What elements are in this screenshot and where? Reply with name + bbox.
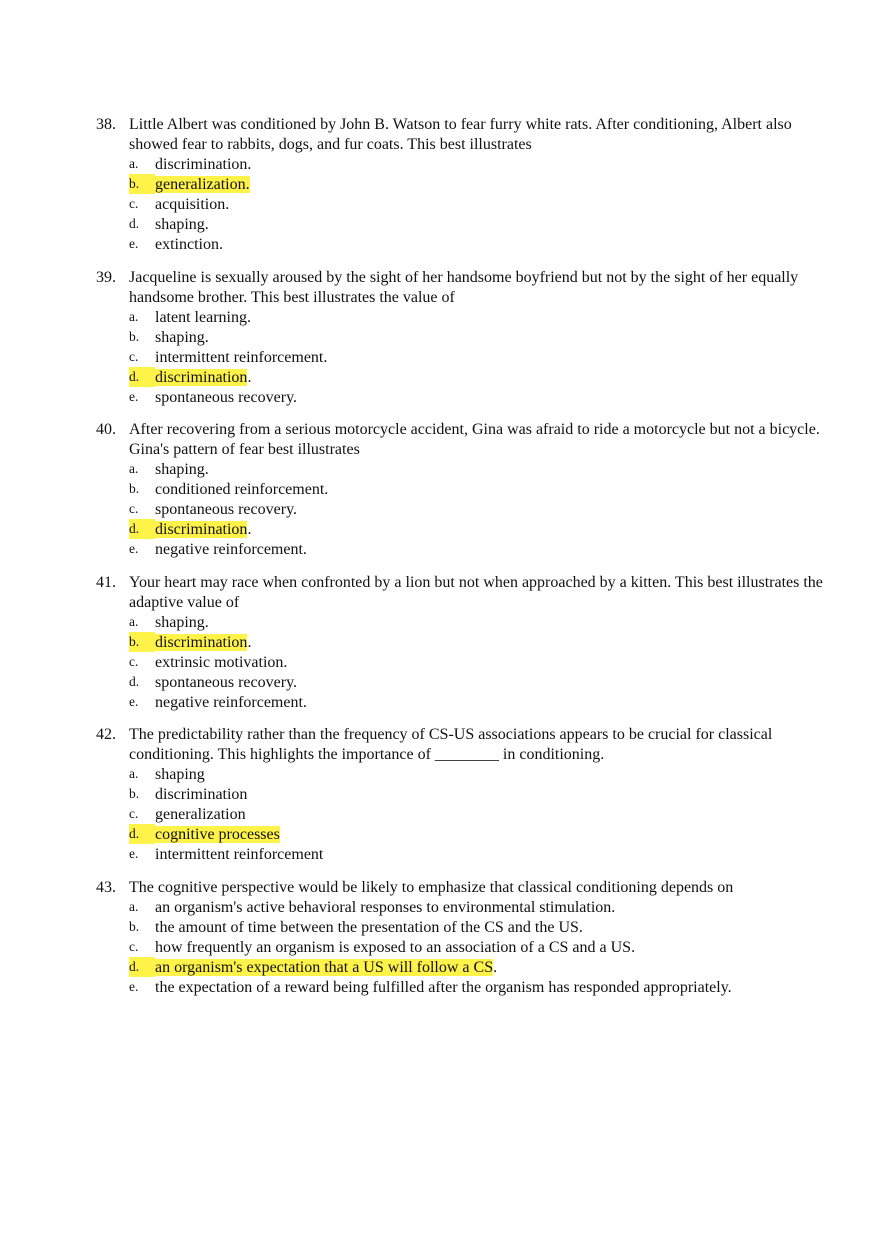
answer-option — [129, 958, 836, 978]
option-suffix: . — [247, 633, 252, 651]
option-text-content: an organism's active behavioral responses to environmental stimulation. — [155, 898, 616, 916]
option-text-content: discrimination — [155, 786, 248, 803]
question-stem — [96, 878, 836, 898]
answer-option — [129, 480, 836, 500]
option-text — [155, 368, 836, 388]
option-text — [155, 633, 836, 653]
option-letter-text: e. — [129, 978, 139, 994]
question-stem — [96, 115, 836, 155]
question-text: Jacqueline is sexually aroused by the sight of her handsome boyfriend but not by the sight of her equally handsome brother. This best illustrates the value of — [129, 268, 799, 306]
option-letter — [129, 632, 155, 652]
option-letter-text: a. — [129, 766, 139, 781]
option-letter — [129, 764, 155, 784]
option-text — [155, 460, 836, 480]
question-text: Your heart may race when confronted by a lion but not when approached by a kitten. This best illustrates the adaptive value of — [129, 573, 823, 611]
option-letter-text: e. — [129, 693, 139, 709]
question-43 — [96, 878, 836, 998]
option-text — [155, 155, 836, 175]
question-number: 39. — [96, 268, 116, 286]
option-text-content: latent learning. — [155, 308, 251, 326]
option-letter-text: c. — [129, 348, 139, 364]
option-letter — [129, 194, 155, 214]
option-letter-text: c. — [129, 196, 139, 211]
option-text — [155, 540, 836, 560]
option-text-content: the expectation of a reward being fulfilled after the organism has responded appropriately. — [155, 978, 732, 996]
option-letter — [129, 539, 155, 559]
option-letter — [129, 307, 155, 327]
option-letter — [129, 652, 155, 672]
question-number: 41. — [96, 573, 116, 591]
option-text-content: discrimination. — [155, 156, 252, 173]
question-stem — [96, 573, 836, 613]
option-letter — [129, 612, 155, 632]
question-41 — [96, 573, 836, 713]
option-text — [155, 388, 836, 408]
option-text — [155, 175, 836, 195]
option-letter-text: d. — [129, 521, 140, 536]
answer-option — [129, 673, 836, 693]
option-letter-text: e. — [129, 388, 139, 404]
answer-option — [129, 388, 836, 408]
option-letter — [129, 957, 155, 977]
question-number: 40. — [96, 421, 116, 438]
option-letter — [129, 844, 155, 864]
option-text-content: negative reinforcement. — [155, 541, 307, 558]
question-text: The predictability rather than the frequency of CS-US associations appears to be crucial for classical conditioning. This highlights the importance of ________ in conditioning. — [129, 726, 773, 763]
answer-option — [129, 540, 836, 560]
option-letter-text: b. — [129, 328, 140, 344]
question-number: 38. — [96, 116, 116, 133]
option-letter-text: a. — [129, 898, 139, 914]
question-stem — [96, 725, 836, 765]
option-letter — [129, 897, 155, 917]
option-suffix: . — [247, 368, 252, 386]
question-number: 42. — [96, 726, 116, 743]
answer-option — [129, 348, 836, 368]
answer-options — [129, 898, 836, 998]
option-text — [155, 215, 836, 235]
answer-option — [129, 845, 836, 865]
answer-option — [129, 938, 836, 958]
option-letter-text: d. — [129, 368, 140, 384]
option-letter-text: d. — [129, 216, 140, 231]
option-letter — [129, 214, 155, 234]
option-suffix: . — [247, 521, 252, 538]
highlighted-answer: discrimination — [155, 633, 248, 651]
option-text — [155, 480, 836, 500]
option-letter-text: a. — [129, 613, 139, 629]
option-letter-text: b. — [129, 481, 140, 496]
option-letter-text: e. — [129, 846, 139, 861]
option-text — [155, 785, 836, 805]
option-text-content: shaping. — [155, 613, 209, 631]
option-text-content: conditioned reinforcement. — [155, 481, 329, 498]
option-letter — [129, 519, 155, 539]
answer-option — [129, 520, 836, 540]
option-letter — [129, 692, 155, 712]
option-letter-text: a. — [129, 308, 139, 324]
option-text-content: intermittent reinforcement. — [155, 348, 328, 366]
answer-option — [129, 898, 836, 918]
option-letter — [129, 459, 155, 479]
option-text-content: extrinsic motivation. — [155, 653, 288, 671]
option-letter-text: d. — [129, 826, 140, 841]
option-text — [155, 845, 836, 865]
answer-options — [129, 155, 836, 255]
option-text-content: spontaneous recovery. — [155, 501, 298, 518]
option-letter-text: d. — [129, 958, 140, 974]
option-letter — [129, 154, 155, 174]
answer-option — [129, 613, 836, 633]
answer-option — [129, 328, 836, 348]
option-text — [155, 805, 836, 825]
option-letter — [129, 367, 155, 387]
option-text-content: spontaneous recovery. — [155, 388, 298, 406]
option-text — [155, 195, 836, 215]
answer-option — [129, 785, 836, 805]
option-letter-text: a. — [129, 461, 139, 476]
option-text-content: extinction. — [155, 236, 223, 253]
answer-option — [129, 215, 836, 235]
option-text — [155, 825, 836, 845]
answer-options — [129, 613, 836, 713]
answer-option — [129, 368, 836, 388]
answer-option — [129, 653, 836, 673]
option-letter — [129, 479, 155, 499]
question-list — [96, 115, 836, 1010]
question-40 — [96, 420, 836, 560]
answer-option — [129, 978, 836, 998]
option-text — [155, 348, 836, 368]
highlighted-answer: an organism's expectation that a US will follow a CS — [155, 958, 494, 976]
option-text — [155, 978, 836, 998]
answer-option — [129, 460, 836, 480]
answer-option — [129, 805, 836, 825]
highlighted-answer: discrimination — [155, 521, 248, 538]
question-39 — [96, 268, 836, 408]
option-letter — [129, 977, 155, 997]
question-42 — [96, 725, 836, 865]
answer-option — [129, 918, 836, 938]
option-text-content: shaping. — [155, 328, 209, 346]
option-letter — [129, 327, 155, 347]
option-text-content: shaping. — [155, 461, 209, 478]
answer-option — [129, 765, 836, 785]
question-stem — [96, 268, 836, 308]
option-text-content: negative reinforcement. — [155, 693, 307, 711]
answer-option — [129, 825, 836, 845]
option-letter-text: d. — [129, 673, 140, 689]
option-text — [155, 520, 836, 540]
option-suffix: . — [493, 958, 498, 976]
option-letter — [129, 804, 155, 824]
question-text: The cognitive perspective would be likely to emphasize that classical conditioning depends on — [129, 878, 734, 896]
option-letter-text: c. — [129, 653, 139, 669]
question-text: After recovering from a serious motorcycle accident, Gina was afraid to ride a motorcycle but not a bicycle. Gina's pattern of fear best illustrates — [129, 421, 820, 458]
option-letter-text: b. — [129, 633, 140, 649]
answer-option — [129, 308, 836, 328]
option-text-content: shaping. — [155, 216, 209, 233]
option-text-content: acquisition. — [155, 196, 230, 213]
option-text — [155, 693, 836, 713]
answer-option — [129, 633, 836, 653]
option-text — [155, 673, 836, 693]
question-stem — [96, 420, 836, 460]
option-text — [155, 653, 836, 673]
option-letter-text: a. — [129, 156, 139, 171]
answer-option — [129, 235, 836, 255]
option-letter — [129, 347, 155, 367]
answer-options — [129, 308, 836, 408]
highlighted-answer: discrimination — [155, 368, 248, 386]
answer-option — [129, 195, 836, 215]
option-letter — [129, 824, 155, 844]
question-38 — [96, 115, 836, 255]
answer-option — [129, 175, 836, 195]
option-text — [155, 328, 836, 348]
option-text — [155, 613, 836, 633]
option-text-content: spontaneous recovery. — [155, 673, 298, 691]
option-letter-text: e. — [129, 541, 139, 556]
option-letter-text: e. — [129, 236, 139, 251]
option-letter — [129, 387, 155, 407]
option-text-content: intermittent reinforcement — [155, 846, 324, 863]
question-number: 43. — [96, 878, 116, 896]
option-letter — [129, 499, 155, 519]
option-letter-text: c. — [129, 806, 139, 821]
option-text — [155, 938, 836, 958]
option-letter-text: c. — [129, 938, 139, 954]
option-text — [155, 500, 836, 520]
option-letter-text: c. — [129, 501, 139, 516]
option-letter — [129, 784, 155, 804]
highlighted-answer: cognitive processes — [155, 826, 280, 843]
option-text — [155, 308, 836, 328]
answer-option — [129, 155, 836, 175]
option-letter — [129, 937, 155, 957]
option-text — [155, 898, 836, 918]
answer-option — [129, 693, 836, 713]
option-letter — [129, 174, 155, 194]
option-text — [155, 765, 836, 785]
question-text: Little Albert was conditioned by John B. Watson to fear furry white rats. After conditioning, Albert also showed fear to rabbits, dogs, and fur coats. This best illustrates — [129, 116, 792, 153]
option-text — [155, 958, 836, 978]
option-text-content: the amount of time between the presentation of the CS and the US. — [155, 918, 583, 936]
option-text-content: how frequently an organism is exposed to an association of a CS and a US. — [155, 938, 636, 956]
option-letter-text: b. — [129, 176, 140, 191]
option-letter — [129, 234, 155, 254]
answer-options — [129, 765, 836, 865]
answer-option — [129, 500, 836, 520]
option-text — [155, 918, 836, 938]
option-letter-text: b. — [129, 786, 140, 801]
answer-options — [129, 460, 836, 560]
option-letter-text: b. — [129, 918, 140, 934]
option-letter — [129, 917, 155, 937]
option-letter — [129, 672, 155, 692]
highlighted-answer: generalization. — [155, 176, 250, 193]
option-text-content: generalization — [155, 806, 246, 823]
option-text-content: shaping — [155, 766, 205, 783]
option-text — [155, 235, 836, 255]
